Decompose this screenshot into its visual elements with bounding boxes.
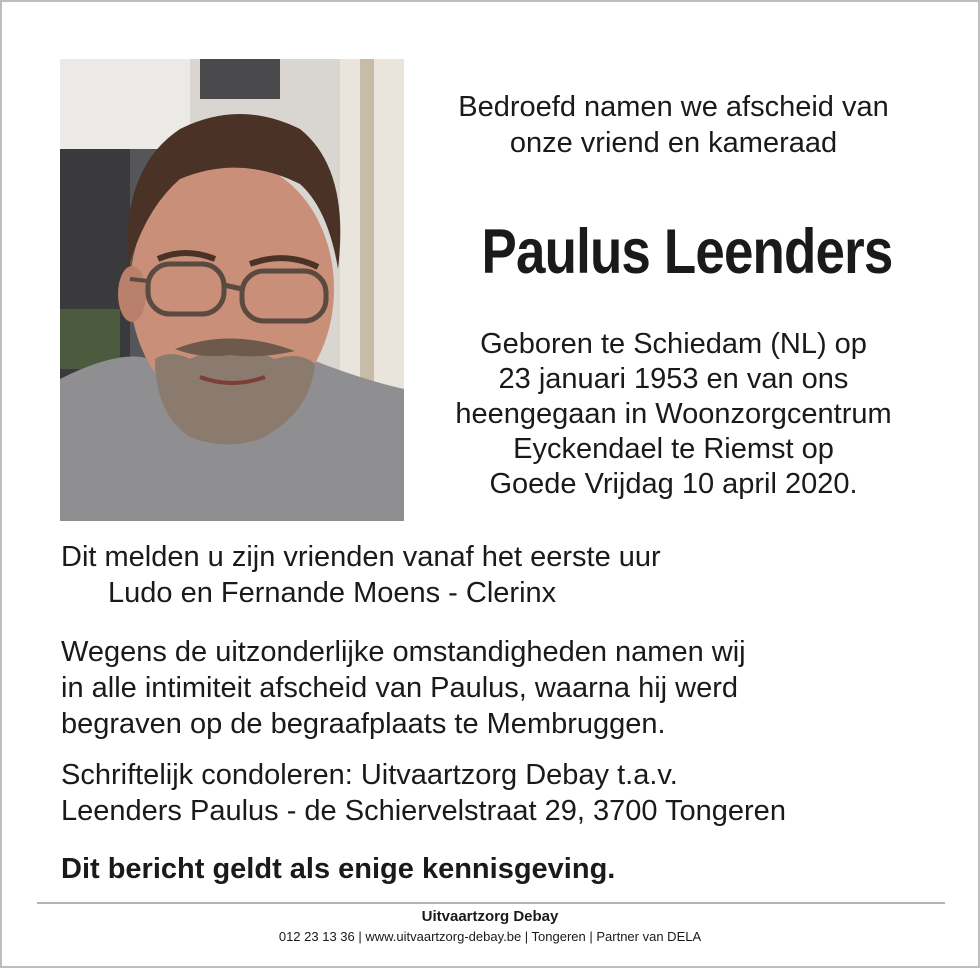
announcer-names: Ludo en Fernande Moens - Clerinx: [108, 577, 557, 609]
sole-notice: Dit bericht geldt als enige kennisgeving.: [61, 853, 616, 885]
biography: [422, 327, 925, 502]
condolence-line: Leenders Paulus - de Schiervelstraat 29, 3700 Tongeren: [61, 795, 786, 827]
circumstances-paragraph: [61, 634, 941, 742]
announcement: [61, 539, 921, 611]
circumstances-line: Wegens de uitzonderlijke omstandigheden namen wij: [61, 636, 746, 668]
portrait-illustration: [60, 59, 404, 521]
footer-info: 012 23 13 36 | www.uitvaartzorg-debay.be | Tongeren | Partner van DELA: [278, 929, 702, 944]
intro-line: Bedroefd namen we afscheid van: [458, 91, 889, 123]
bio-line: Eyckendael te Riemst op: [513, 433, 834, 465]
bio-line: Goede Vrijdag 10 april 2020.: [489, 468, 858, 500]
circumstances-line: begraven op de begraafplaats te Membruggen.: [61, 708, 666, 740]
portrait-photo: [60, 59, 404, 521]
bio-line: Geboren te Schiedam (NL) op: [480, 328, 867, 360]
condolence-line: Schriftelijk condoleren: Uitvaartzorg Debay t.a.v.: [61, 759, 678, 791]
footer-title: Uitvaartzorg Debay: [421, 908, 559, 925]
bio-line: 23 januari 1953 en van ons: [498, 363, 849, 395]
bio-line: heengegaan in Woonzorgcentrum: [455, 398, 892, 430]
footer-divider: [37, 902, 945, 904]
deceased-name: Paulus Leenders: [481, 217, 893, 287]
condolence-address: [61, 757, 941, 829]
intro-line: onze vriend en kameraad: [509, 127, 838, 159]
intro-text: [422, 89, 925, 161]
circumstances-line: in alle intimiteit afscheid van Paulus, waarna hij werd: [61, 672, 739, 704]
announcement-line: Dit melden u zijn vrienden vanaf het eerste uur: [61, 541, 661, 573]
